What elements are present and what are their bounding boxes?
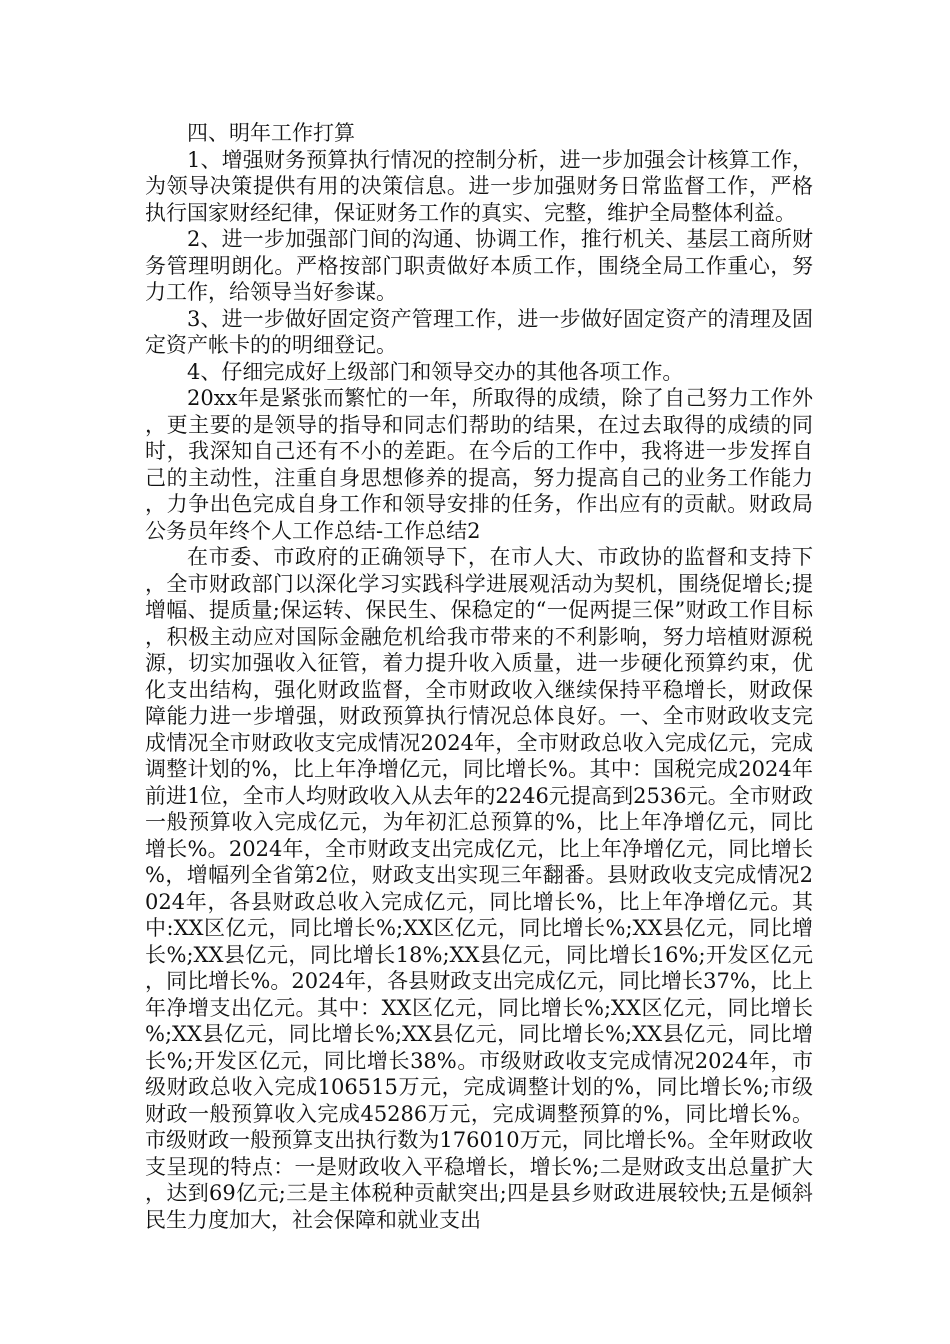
paragraph-1: 1、增强财务预算执行情况的控制分析，进一步加强会计核算工作，为领导决策提供有用的决策信息。进一步加强财务日常监督工作，严格执行国家财经纪律，保证财务工作的真实、完整，维护全局整体利益。 bbox=[145, 147, 813, 225]
paragraph-3: 3、进一步做好固定资产管理工作，进一步做好固定资产的清理及固定资产帐卡的的明细登记。 bbox=[145, 306, 813, 357]
paragraph-5: 20xx年是紧张而繁忙的一年，所取得的成绩，除了自己努力工作外，更主要的是领导的指导和同志们帮助的结果，在过去取得的成绩的同时，我深知自己还有不小的差距。在今后的工作中，我将进一步发挥自己的主动性，注重自身思想修养的提高，努力提高自己的业务工作能力，力争出色完成自身工作和领导安排的任务，作出应有的贡献。财政局公务员年终个人工作总结-工作总结2 bbox=[145, 386, 813, 543]
paragraph-4: 4、仔细完成好上级部门和领导交办的其他各项工作。 bbox=[187, 359, 684, 384]
document-page bbox=[145, 120, 813, 1233]
paragraph-6: 在市委、市政府的正确领导下，在市人大、市政协的监督和支持下，全市财政部门以深化学习实践科学进展观活动为契机，围绕促增长;提增幅、提质量;保运转、保民生、保稳定的“一促两提三保”财政工作目标，积极主动应对国际金融危机给我市带来的不利影响，努力培植财源税源，切实加强收入征管，着力提升收入质量，进一步硬化预算约束，优化支出结构，强化财政监督，全市财政收入继续保持平稳增长，财政保障能力进一步增强，财政预算执行情况总体良好。一、全市财政收支完成情况全市财政收支完成情况2024年，全市财政总收入完成亿元，完成调整计划的%，比上年净增亿元，同比增长%。其中：国税完成2024年前进1位，全市人均财政收入从去年的2246元提高到2536元。全市财政一般预算收入完成亿元，为年初汇总预算的%，比上年净增亿元，同比增长%。2024年，全市财政支出完成亿元，比上年净增亿元，同比增长%，增幅列全省第2位，财政支出实现三年翻番。县财政收支完成情况2024年，各县财政总收入完成亿元，同比增长%，比上年净增亿元。其中:XX区亿元，同比增长%;XX区亿元，同比增长%;XX县亿元，同比增长%;XX县亿元，同比增长18%;XX县亿元，同比增长16%;开发区亿元，同比增长%。2024年，各县财政支出完成亿元，同比增长37%，比上年净增支出亿元。其中：XX区亿元，同比增长%;XX区亿元，同比增长%;XX县亿元，同比增长%;XX县亿元，同比增长%;XX县亿元，同比增长%;开发区亿元，同比增长38%。市级财政收支完成情况2024年，市级财政总收入完成106515万元，完成调整计划的%，同比增长%;市级财政一般预算收入完成45286万元，完成调整预算的%，同比增长%。市级财政一般预算支出执行数为176010万元，同比增长%。全年财政收支呈现的特点：一是财政收入平稳增长，增长%;二是财政支出总量扩大，达到69亿元;三是主体税种贡献突出;四是县乡财政进展较快;五是倾斜民生力度加大，社会保障和就业支出 bbox=[145, 545, 813, 1232]
paragraph-2: 2、进一步加强部门间的沟通、协调工作，推行机关、基层工商所财务管理明朗化。严格按部门职责做好本质工作，围绕全局工作重心，努力工作，给领导当好参谋。 bbox=[145, 227, 813, 304]
section-heading: 四、明年工作打算 bbox=[187, 121, 355, 145]
